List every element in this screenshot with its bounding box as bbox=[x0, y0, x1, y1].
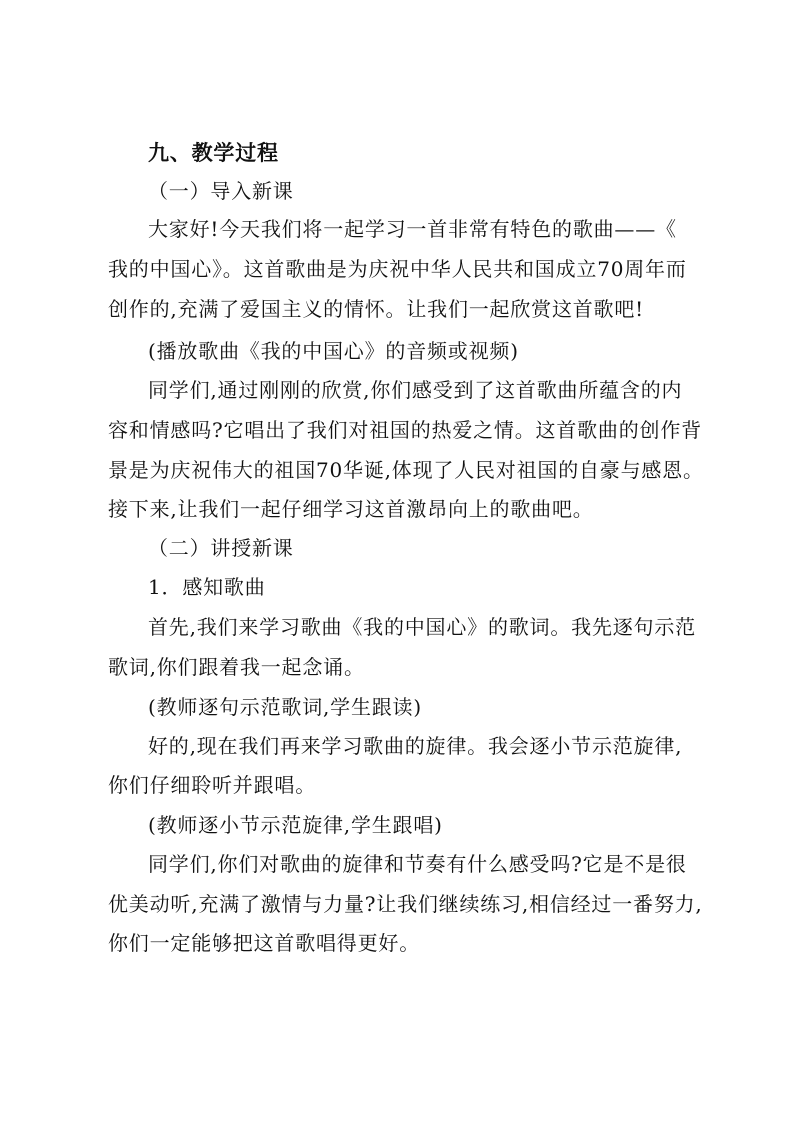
melody-line-1: 好的,现在我们再来学习歌曲的旋律。我会逐小节示范旋律, bbox=[148, 734, 683, 758]
lyrics-note: (教师逐句示范歌词,学生跟读) bbox=[148, 695, 422, 719]
discussion-line-1: 同学们,通过刚刚的欣赏,你们感受到了这首歌曲所蕴含的内 bbox=[148, 378, 683, 402]
intro-line-3: 创作的,充满了爱国主义的情怀。让我们一起欣赏这首歌吧! bbox=[108, 297, 644, 321]
section-title: 九、教学过程 bbox=[148, 140, 279, 165]
lyrics-line-1: 首先,我们来学习歌曲《我的中国心》的歌词。我先逐句示范 bbox=[148, 615, 696, 639]
feeling-line-1: 同学们,你们对歌曲的旋律和节奏有什么感受吗?它是不是很 bbox=[148, 852, 687, 876]
discussion-line-3: 景是为庆祝伟大的祖国70华诞,体现了人民对祖国的自豪与感恩。 bbox=[108, 458, 704, 482]
feeling-line-2: 优美动听,充满了激情与力量?让我们继续练习,相信经过一番努力, bbox=[108, 892, 703, 916]
point-title: 1．感知歌曲 bbox=[148, 575, 266, 599]
intro-line-2: 我的中国心》。这首歌曲是为庆祝中华人民共和国成立70周年而 bbox=[108, 257, 687, 281]
subsection-title-teaching: （二）讲授新课 bbox=[148, 536, 294, 560]
play-note: (播放歌曲《我的中国心》的音频或视频) bbox=[148, 339, 519, 363]
melody-line-2: 你们仔细聆听并跟唱。 bbox=[108, 773, 316, 797]
intro-line-1: 大家好!今天我们将一起学习一首非常有特色的歌曲——《 bbox=[148, 217, 677, 241]
discussion-line-4: 接下来,让我们一起仔细学习这首激昂向上的歌曲吧。 bbox=[108, 497, 594, 521]
subsection-title-intro: （一）导入新课 bbox=[148, 179, 294, 203]
feeling-line-3: 你们一定能够把这首歌唱得更好。 bbox=[108, 931, 420, 955]
melody-note: (教师逐小节示范旋律,学生跟唱) bbox=[148, 813, 443, 837]
lyrics-line-2: 歌词,你们跟着我一起念诵。 bbox=[108, 655, 365, 679]
discussion-line-2: 容和情感吗?它唱出了我们对祖国的热爱之情。这首歌曲的创作背 bbox=[108, 418, 702, 442]
